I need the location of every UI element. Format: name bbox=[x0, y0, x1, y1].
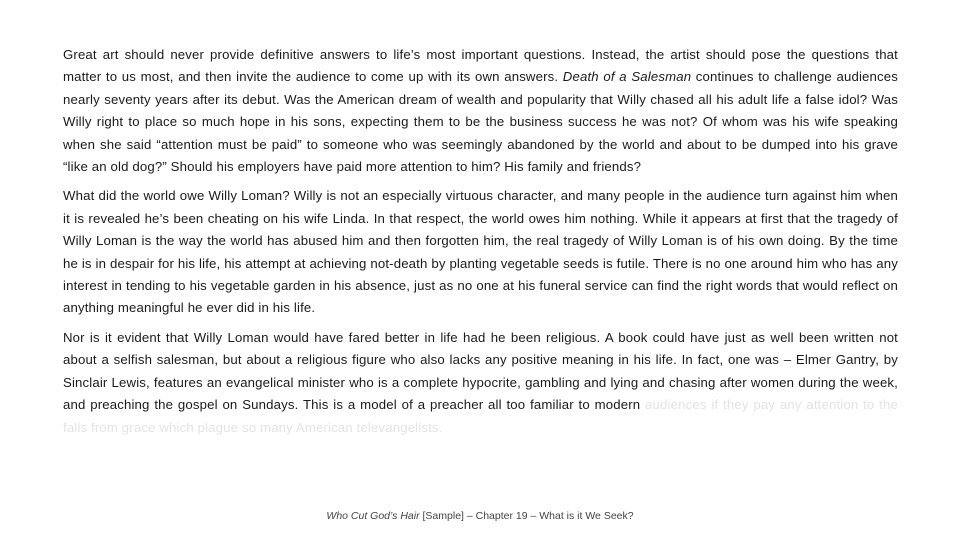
paragraph-3 bbox=[63, 327, 898, 439]
document-body bbox=[63, 44, 898, 439]
paragraph-1 bbox=[63, 44, 898, 178]
footer-book-title: Who Cut God’s Hair bbox=[326, 510, 420, 522]
footer-chapter-text: [Sample] – Chapter 19 – What is it We Seek? bbox=[419, 510, 634, 522]
paragraph-1-text-b: continues to challenge audiences nearly seventy years after its debut. Was the American dream of wealth and popularity that Willy chased all his adult life a false idol? Was Willy right to place so much hope in his sons, expecting them to be the business success he was not? Of whom was his wife speaking when she said “attention must be paid” to someone who was seemingly abandoned by the world and about to be dumped into his grave “like an old dog?” Should his employers have paid more attention to him? His family and friends? bbox=[63, 69, 898, 175]
play-title: Death of a Salesman bbox=[562, 69, 692, 85]
paragraph-1-text-a: Great art should never provide definitive answers to life’s most important questions. Instead, the artist should pose the questions that matter to us most, and then invite the audience to come up with its own answers. bbox=[63, 47, 898, 85]
paragraph-3-text: Nor is it evident that Willy Loman would have fared better in life had he been religious. A book could have just as well been written not about a selfish salesman, but about a religious figure who also lacks any positive meaning in his life. In fact, one was – Elmer Gantry, by Sinclair Lewis, features an evangelical minister who is a complete hypocrite, gambling and lying and chasing after women during the week, and preaching the gospel on Sundays. This is a model of a preacher all too familiar to modern bbox=[63, 329, 898, 413]
paragraph-3-faded-text: audiences if they pay any attention to the falls from grace which plague so many American televangelists. bbox=[63, 397, 898, 435]
paragraph-2: What did the world owe Willy Loman? Willy is not an especially virtuous character, and many people in the audience turn against him when it is revealed he’s been cheating on his wife Linda. In that respect, the world owes him nothing. While it appears at first that the tragedy of Willy Loman is the way the world has abused him and then forgotten him, the real tragedy of Willy Loman is of his own doing. By the time he is in despair for his life, his attempt at achieving not-death by planting vegetable seeds is futile. There is no one around him who has any interest in tending to his vegetable garden in his absence, just as no one at his funeral service can find the right words that would reflect on anything meaningful he ever did in his life. bbox=[63, 188, 898, 316]
page-footer bbox=[0, 510, 960, 522]
